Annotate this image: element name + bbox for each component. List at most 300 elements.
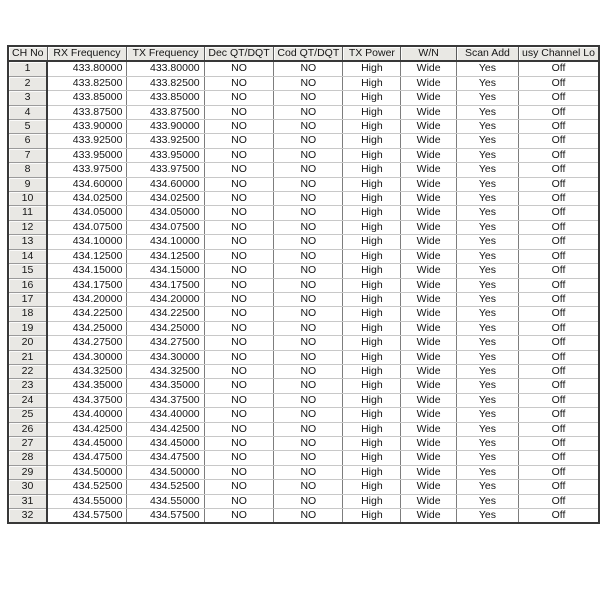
cell-cod[interactable]: NO xyxy=(274,206,343,220)
cell-busy[interactable]: Off xyxy=(518,509,599,524)
row-header-ch-no[interactable]: 12 xyxy=(8,220,47,234)
cell-power[interactable]: High xyxy=(343,192,401,206)
cell-dec[interactable]: NO xyxy=(204,350,274,364)
cell-wn[interactable]: Wide xyxy=(401,177,456,191)
cell-power[interactable]: High xyxy=(343,436,401,450)
cell-scan[interactable]: Yes xyxy=(456,480,518,494)
cell-rx[interactable]: 434.60000 xyxy=(47,177,127,191)
cell-scan[interactable]: Yes xyxy=(456,220,518,234)
cell-cod[interactable]: NO xyxy=(274,105,343,119)
cell-cod[interactable]: NO xyxy=(274,336,343,350)
cell-wn[interactable]: Wide xyxy=(401,105,456,119)
cell-dec[interactable]: NO xyxy=(204,364,274,378)
row-header-ch-no[interactable]: 25 xyxy=(8,408,47,422)
cell-power[interactable]: High xyxy=(343,350,401,364)
cell-dec[interactable]: NO xyxy=(204,264,274,278)
cell-cod[interactable]: NO xyxy=(274,264,343,278)
channel-row xyxy=(8,364,599,378)
cell-scan[interactable]: Yes xyxy=(456,120,518,134)
cell-power[interactable]: High xyxy=(343,408,401,422)
cell-wn[interactable]: Wide xyxy=(401,206,456,220)
cell-busy[interactable]: Off xyxy=(518,292,599,306)
row-header-ch-no[interactable]: 22 xyxy=(8,364,47,378)
cell-dec[interactable]: NO xyxy=(204,105,274,119)
cell-dec[interactable]: NO xyxy=(204,192,274,206)
cell-cod[interactable]: NO xyxy=(274,307,343,321)
cell-cod[interactable]: NO xyxy=(274,91,343,105)
cell-tx[interactable]: 433.97500 xyxy=(127,163,204,177)
cell-scan[interactable]: Yes xyxy=(456,177,518,191)
cell-scan[interactable]: Yes xyxy=(456,336,518,350)
cell-cod[interactable]: NO xyxy=(274,220,343,234)
cell-scan[interactable]: Yes xyxy=(456,321,518,335)
cell-wn[interactable]: Wide xyxy=(401,76,456,90)
row-header-ch-no[interactable]: 27 xyxy=(8,436,47,450)
cell-wn[interactable]: Wide xyxy=(401,292,456,306)
cell-busy[interactable]: Off xyxy=(518,336,599,350)
cell-tx[interactable]: 434.02500 xyxy=(127,192,204,206)
cell-dec[interactable]: NO xyxy=(204,91,274,105)
cell-dec[interactable]: NO xyxy=(204,393,274,407)
cell-scan[interactable]: Yes xyxy=(456,494,518,508)
cell-busy[interactable]: Off xyxy=(518,192,599,206)
cell-cod[interactable]: NO xyxy=(274,163,343,177)
cell-cod[interactable]: NO xyxy=(274,480,343,494)
cell-busy[interactable]: Off xyxy=(518,364,599,378)
cell-scan[interactable]: Yes xyxy=(456,436,518,450)
cell-busy[interactable]: Off xyxy=(518,206,599,220)
channel-row xyxy=(8,436,599,450)
row-header-ch-no[interactable]: 20 xyxy=(8,336,47,350)
cell-scan[interactable]: Yes xyxy=(456,148,518,162)
cell-cod[interactable]: NO xyxy=(274,465,343,479)
cell-busy[interactable]: Off xyxy=(518,235,599,249)
channel-row xyxy=(8,61,599,76)
cell-dec[interactable]: NO xyxy=(204,249,274,263)
cell-busy[interactable]: Off xyxy=(518,177,599,191)
cell-rx[interactable]: 433.85000 xyxy=(47,91,127,105)
cell-power[interactable]: High xyxy=(343,321,401,335)
cell-scan[interactable]: Yes xyxy=(456,163,518,177)
cell-wn[interactable]: Wide xyxy=(401,307,456,321)
cell-power[interactable]: High xyxy=(343,292,401,306)
cell-cod[interactable]: NO xyxy=(274,350,343,364)
cell-cod[interactable]: NO xyxy=(274,509,343,524)
row-header-ch-no[interactable]: 2 xyxy=(8,76,47,90)
cell-power[interactable]: High xyxy=(343,220,401,234)
cell-scan[interactable]: Yes xyxy=(456,451,518,465)
cell-dec[interactable]: NO xyxy=(204,321,274,335)
channel-row xyxy=(8,105,599,119)
cell-rx[interactable]: 434.12500 xyxy=(47,249,127,263)
cell-power[interactable]: High xyxy=(343,61,401,76)
cell-tx[interactable]: 434.27500 xyxy=(127,336,204,350)
row-header-ch-no[interactable]: 10 xyxy=(8,192,47,206)
row-header-ch-no[interactable]: 16 xyxy=(8,278,47,292)
cell-cod[interactable]: NO xyxy=(274,422,343,436)
cell-power[interactable]: High xyxy=(343,249,401,263)
cell-dec[interactable]: NO xyxy=(204,206,274,220)
cell-wn[interactable]: Wide xyxy=(401,235,456,249)
cell-tx[interactable]: 433.82500 xyxy=(127,76,204,90)
row-header-ch-no[interactable]: 3 xyxy=(8,91,47,105)
cell-busy[interactable]: Off xyxy=(518,436,599,450)
cell-tx[interactable]: 434.07500 xyxy=(127,220,204,234)
cell-wn[interactable]: Wide xyxy=(401,192,456,206)
cell-power[interactable]: High xyxy=(343,76,401,90)
row-header-ch-no[interactable]: 8 xyxy=(8,163,47,177)
cell-busy[interactable]: Off xyxy=(518,350,599,364)
cell-wn[interactable]: Wide xyxy=(401,264,456,278)
cell-scan[interactable]: Yes xyxy=(456,465,518,479)
cell-tx[interactable]: 434.60000 xyxy=(127,177,204,191)
cell-rx[interactable]: 434.02500 xyxy=(47,192,127,206)
cell-power[interactable]: High xyxy=(343,235,401,249)
cell-rx[interactable]: 434.47500 xyxy=(47,451,127,465)
cell-busy[interactable]: Off xyxy=(518,393,599,407)
cell-cod[interactable]: NO xyxy=(274,61,343,76)
cell-cod[interactable]: NO xyxy=(274,408,343,422)
cell-busy[interactable]: Off xyxy=(518,379,599,393)
cell-busy[interactable]: Off xyxy=(518,220,599,234)
cell-scan[interactable]: Yes xyxy=(456,292,518,306)
cell-tx[interactable]: 434.50000 xyxy=(127,465,204,479)
cell-power[interactable]: High xyxy=(343,206,401,220)
cell-wn[interactable]: Wide xyxy=(401,480,456,494)
cell-power[interactable]: High xyxy=(343,278,401,292)
cell-power[interactable]: High xyxy=(343,509,401,524)
cell-power[interactable]: High xyxy=(343,336,401,350)
cell-wn[interactable]: Wide xyxy=(401,91,456,105)
cell-scan[interactable]: Yes xyxy=(456,393,518,407)
cell-power[interactable]: High xyxy=(343,264,401,278)
row-header-ch-no[interactable]: 26 xyxy=(8,422,47,436)
row-header-ch-no[interactable]: 7 xyxy=(8,148,47,162)
cell-rx[interactable]: 434.17500 xyxy=(47,278,127,292)
cell-dec[interactable]: NO xyxy=(204,163,274,177)
cell-dec[interactable]: NO xyxy=(204,408,274,422)
cell-dec[interactable]: NO xyxy=(204,278,274,292)
cell-scan[interactable]: Yes xyxy=(456,235,518,249)
cell-tx[interactable]: 433.87500 xyxy=(127,105,204,119)
cell-cod[interactable]: NO xyxy=(274,292,343,306)
cell-power[interactable]: High xyxy=(343,91,401,105)
cell-rx[interactable]: 434.50000 xyxy=(47,465,127,479)
cell-wn[interactable]: Wide xyxy=(401,509,456,524)
row-header-ch-no[interactable]: 21 xyxy=(8,350,47,364)
cell-wn[interactable]: Wide xyxy=(401,249,456,263)
cell-busy[interactable]: Off xyxy=(518,480,599,494)
row-header-ch-no[interactable]: 23 xyxy=(8,379,47,393)
cell-power[interactable]: High xyxy=(343,422,401,436)
cell-scan[interactable]: Yes xyxy=(456,408,518,422)
cell-rx[interactable]: 434.55000 xyxy=(47,494,127,508)
cell-scan[interactable]: Yes xyxy=(456,249,518,263)
cell-busy[interactable]: Off xyxy=(518,249,599,263)
cell-tx[interactable]: 433.90000 xyxy=(127,120,204,134)
cell-scan[interactable]: Yes xyxy=(456,364,518,378)
cell-rx[interactable]: 434.15000 xyxy=(47,264,127,278)
cell-cod[interactable]: NO xyxy=(274,177,343,191)
row-header-ch-no[interactable]: 31 xyxy=(8,494,47,508)
channel-row xyxy=(8,350,599,364)
cell-rx[interactable]: 433.90000 xyxy=(47,120,127,134)
cell-tx[interactable]: 434.45000 xyxy=(127,436,204,450)
cell-dec[interactable]: NO xyxy=(204,436,274,450)
cell-power[interactable]: High xyxy=(343,177,401,191)
cell-rx[interactable]: 434.57500 xyxy=(47,509,127,524)
cell-busy[interactable]: Off xyxy=(518,408,599,422)
cell-cod[interactable]: NO xyxy=(274,76,343,90)
cell-tx[interactable]: 434.17500 xyxy=(127,278,204,292)
cell-dec[interactable]: NO xyxy=(204,120,274,134)
cell-power[interactable]: High xyxy=(343,134,401,148)
cell-cod[interactable]: NO xyxy=(274,436,343,450)
cell-power[interactable]: High xyxy=(343,494,401,508)
cell-busy[interactable]: Off xyxy=(518,76,599,90)
cell-dec[interactable]: NO xyxy=(204,148,274,162)
row-header-ch-no[interactable]: 17 xyxy=(8,292,47,306)
cell-rx[interactable]: 434.37500 xyxy=(47,393,127,407)
column-header-busy-channel-lockout: usy Channel Lo xyxy=(518,46,599,61)
cell-tx[interactable]: 434.10000 xyxy=(127,235,204,249)
cell-tx[interactable]: 434.12500 xyxy=(127,249,204,263)
row-header-ch-no[interactable]: 28 xyxy=(8,451,47,465)
cell-busy[interactable]: Off xyxy=(518,91,599,105)
cell-wn[interactable]: Wide xyxy=(401,336,456,350)
cell-dec[interactable]: NO xyxy=(204,307,274,321)
cell-rx[interactable]: 434.42500 xyxy=(47,422,127,436)
cell-rx[interactable]: 434.30000 xyxy=(47,350,127,364)
cell-scan[interactable]: Yes xyxy=(456,307,518,321)
cell-tx[interactable]: 433.80000 xyxy=(127,61,204,76)
cell-tx[interactable]: 434.37500 xyxy=(127,393,204,407)
cell-scan[interactable]: Yes xyxy=(456,379,518,393)
cell-dec[interactable]: NO xyxy=(204,177,274,191)
cell-rx[interactable]: 433.80000 xyxy=(47,61,127,76)
cell-cod[interactable]: NO xyxy=(274,148,343,162)
cell-busy[interactable]: Off xyxy=(518,134,599,148)
cell-dec[interactable]: NO xyxy=(204,494,274,508)
cell-busy[interactable]: Off xyxy=(518,422,599,436)
cell-wn[interactable]: Wide xyxy=(401,379,456,393)
cell-scan[interactable]: Yes xyxy=(456,509,518,524)
cell-power[interactable]: High xyxy=(343,379,401,393)
row-header-ch-no[interactable]: 6 xyxy=(8,134,47,148)
cell-tx[interactable]: 434.20000 xyxy=(127,292,204,306)
row-header-ch-no[interactable]: 15 xyxy=(8,264,47,278)
cell-scan[interactable]: Yes xyxy=(456,422,518,436)
channel-row xyxy=(8,292,599,306)
cell-tx[interactable]: 434.47500 xyxy=(127,451,204,465)
cell-rx[interactable]: 434.05000 xyxy=(47,206,127,220)
cell-wn[interactable]: Wide xyxy=(401,451,456,465)
cell-tx[interactable]: 434.25000 xyxy=(127,321,204,335)
cell-dec[interactable]: NO xyxy=(204,292,274,306)
cell-busy[interactable]: Off xyxy=(518,494,599,508)
cell-cod[interactable]: NO xyxy=(274,494,343,508)
cell-tx[interactable]: 434.32500 xyxy=(127,364,204,378)
cell-rx[interactable]: 434.27500 xyxy=(47,336,127,350)
cell-busy[interactable]: Off xyxy=(518,264,599,278)
cell-rx[interactable]: 434.40000 xyxy=(47,408,127,422)
cell-busy[interactable]: Off xyxy=(518,120,599,134)
cell-wn[interactable]: Wide xyxy=(401,408,456,422)
cell-cod[interactable]: NO xyxy=(274,134,343,148)
cell-dec[interactable]: NO xyxy=(204,61,274,76)
channel-row xyxy=(8,235,599,249)
cell-dec[interactable]: NO xyxy=(204,76,274,90)
cell-busy[interactable]: Off xyxy=(518,307,599,321)
cell-power[interactable]: High xyxy=(343,105,401,119)
cell-scan[interactable]: Yes xyxy=(456,278,518,292)
cell-cod[interactable]: NO xyxy=(274,249,343,263)
cell-tx[interactable]: 434.15000 xyxy=(127,264,204,278)
cell-wn[interactable]: Wide xyxy=(401,422,456,436)
row-header-ch-no[interactable]: 30 xyxy=(8,480,47,494)
cell-rx[interactable]: 433.87500 xyxy=(47,105,127,119)
cell-cod[interactable]: NO xyxy=(274,278,343,292)
cell-busy[interactable]: Off xyxy=(518,148,599,162)
cell-tx[interactable]: 434.30000 xyxy=(127,350,204,364)
cell-scan[interactable]: Yes xyxy=(456,192,518,206)
cell-wn[interactable]: Wide xyxy=(401,494,456,508)
cell-wn[interactable]: Wide xyxy=(401,350,456,364)
cell-dec[interactable]: NO xyxy=(204,422,274,436)
cell-wn[interactable]: Wide xyxy=(401,61,456,76)
cell-scan[interactable]: Yes xyxy=(456,134,518,148)
cell-tx[interactable]: 434.05000 xyxy=(127,206,204,220)
cell-rx[interactable]: 434.35000 xyxy=(47,379,127,393)
cell-cod[interactable]: NO xyxy=(274,393,343,407)
cell-tx[interactable]: 434.55000 xyxy=(127,494,204,508)
cell-tx[interactable]: 434.35000 xyxy=(127,379,204,393)
row-header-ch-no[interactable]: 13 xyxy=(8,235,47,249)
cell-dec[interactable]: NO xyxy=(204,465,274,479)
cell-scan[interactable]: Yes xyxy=(456,76,518,90)
cell-wn[interactable]: Wide xyxy=(401,321,456,335)
cell-tx[interactable]: 434.40000 xyxy=(127,408,204,422)
row-header-ch-no[interactable]: 24 xyxy=(8,393,47,407)
row-header-ch-no[interactable]: 18 xyxy=(8,307,47,321)
cell-rx[interactable]: 434.52500 xyxy=(47,480,127,494)
cell-wn[interactable]: Wide xyxy=(401,148,456,162)
cell-wn[interactable]: Wide xyxy=(401,364,456,378)
cell-cod[interactable]: NO xyxy=(274,120,343,134)
cell-busy[interactable]: Off xyxy=(518,451,599,465)
cell-wn[interactable]: Wide xyxy=(401,436,456,450)
cell-dec[interactable]: NO xyxy=(204,336,274,350)
cell-dec[interactable]: NO xyxy=(204,451,274,465)
cell-cod[interactable]: NO xyxy=(274,321,343,335)
cell-scan[interactable]: Yes xyxy=(456,105,518,119)
cell-rx[interactable]: 433.95000 xyxy=(47,148,127,162)
cell-wn[interactable]: Wide xyxy=(401,220,456,234)
cell-busy[interactable]: Off xyxy=(518,465,599,479)
cell-power[interactable]: High xyxy=(343,451,401,465)
cell-busy[interactable]: Off xyxy=(518,321,599,335)
cell-wn[interactable]: Wide xyxy=(401,120,456,134)
row-header-ch-no[interactable]: 9 xyxy=(8,177,47,191)
cell-busy[interactable]: Off xyxy=(518,278,599,292)
cell-dec[interactable]: NO xyxy=(204,134,274,148)
channel-grid-container xyxy=(7,45,600,524)
cell-power[interactable]: High xyxy=(343,163,401,177)
cell-rx[interactable]: 434.10000 xyxy=(47,235,127,249)
cell-cod[interactable]: NO xyxy=(274,192,343,206)
cell-cod[interactable]: NO xyxy=(274,235,343,249)
cell-dec[interactable]: NO xyxy=(204,509,274,524)
cell-power[interactable]: High xyxy=(343,307,401,321)
cell-scan[interactable]: Yes xyxy=(456,91,518,105)
cell-tx[interactable]: 434.57500 xyxy=(127,509,204,524)
cell-rx[interactable]: 434.32500 xyxy=(47,364,127,378)
cell-busy[interactable]: Off xyxy=(518,61,599,76)
cell-cod[interactable]: NO xyxy=(274,451,343,465)
cell-cod[interactable]: NO xyxy=(274,379,343,393)
cell-power[interactable]: High xyxy=(343,465,401,479)
cell-rx[interactable]: 434.07500 xyxy=(47,220,127,234)
row-header-ch-no[interactable]: 4 xyxy=(8,105,47,119)
row-header-ch-no[interactable]: 1 xyxy=(8,61,47,76)
cell-power[interactable]: High xyxy=(343,120,401,134)
cell-wn[interactable]: Wide xyxy=(401,465,456,479)
cell-wn[interactable]: Wide xyxy=(401,134,456,148)
cell-scan[interactable]: Yes xyxy=(456,264,518,278)
cell-rx[interactable]: 434.20000 xyxy=(47,292,127,306)
cell-cod[interactable]: NO xyxy=(274,364,343,378)
cell-dec[interactable]: NO xyxy=(204,220,274,234)
cell-wn[interactable]: Wide xyxy=(401,278,456,292)
cell-rx[interactable]: 433.97500 xyxy=(47,163,127,177)
row-header-ch-no[interactable]: 19 xyxy=(8,321,47,335)
cell-rx[interactable]: 434.45000 xyxy=(47,436,127,450)
cell-dec[interactable]: NO xyxy=(204,480,274,494)
row-header-ch-no[interactable]: 29 xyxy=(8,465,47,479)
cell-power[interactable]: High xyxy=(343,393,401,407)
cell-scan[interactable]: Yes xyxy=(456,61,518,76)
cell-busy[interactable]: Off xyxy=(518,105,599,119)
cell-rx[interactable]: 434.25000 xyxy=(47,321,127,335)
cell-tx[interactable]: 433.95000 xyxy=(127,148,204,162)
row-header-ch-no[interactable]: 14 xyxy=(8,249,47,263)
cell-tx[interactable]: 434.42500 xyxy=(127,422,204,436)
cell-rx[interactable]: 433.82500 xyxy=(47,76,127,90)
cell-wn[interactable]: Wide xyxy=(401,393,456,407)
cell-tx[interactable]: 433.85000 xyxy=(127,91,204,105)
row-header-ch-no[interactable]: 32 xyxy=(8,509,47,524)
cell-dec[interactable]: NO xyxy=(204,379,274,393)
row-header-ch-no[interactable]: 5 xyxy=(8,120,47,134)
cell-tx[interactable]: 434.22500 xyxy=(127,307,204,321)
cell-rx[interactable]: 433.92500 xyxy=(47,134,127,148)
channel-row xyxy=(8,177,599,191)
cell-scan[interactable]: Yes xyxy=(456,350,518,364)
cell-rx[interactable]: 434.22500 xyxy=(47,307,127,321)
channel-row xyxy=(8,379,599,393)
cell-tx[interactable]: 433.92500 xyxy=(127,134,204,148)
cell-wn[interactable]: Wide xyxy=(401,163,456,177)
cell-scan[interactable]: Yes xyxy=(456,206,518,220)
cell-dec[interactable]: NO xyxy=(204,235,274,249)
cell-power[interactable]: High xyxy=(343,364,401,378)
cell-power[interactable]: High xyxy=(343,480,401,494)
cell-tx[interactable]: 434.52500 xyxy=(127,480,204,494)
cell-power[interactable]: High xyxy=(343,148,401,162)
row-header-ch-no[interactable]: 11 xyxy=(8,206,47,220)
cell-busy[interactable]: Off xyxy=(518,163,599,177)
channel-row xyxy=(8,422,599,436)
